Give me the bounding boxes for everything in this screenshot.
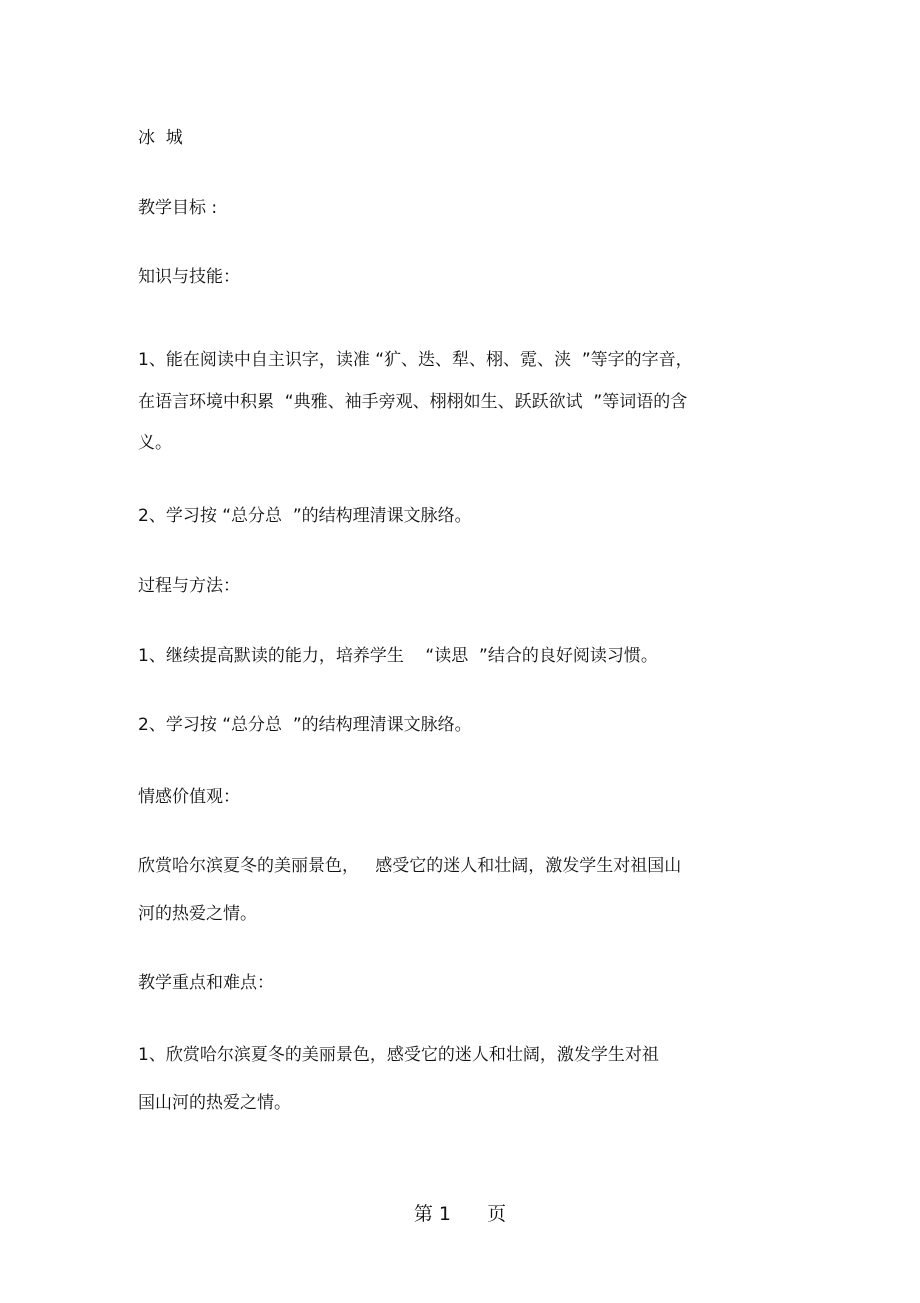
document-title: 冰 城 (138, 128, 183, 148)
key-points-heading: 教学重点和难点： (138, 973, 274, 993)
emotion-line-1: 欣赏哈尔滨夏冬的美丽景色， 感受它的迷人和壮阔，激发学生对祖国山 (138, 856, 682, 876)
emotion-heading: 情感价值观： (138, 787, 240, 807)
knowledge-item-1-line-2: 在语言环境中积累 “典雅、袖手旁观、栩栩如生、跃跃欲试 ”等词语的含 (138, 392, 688, 412)
knowledge-item-1-line-3: 义。 (138, 433, 172, 453)
page-number: 第 1 页 (413, 1203, 507, 1225)
teaching-goals-heading: 教学目标 : (138, 198, 218, 218)
key-item-1-line-2: 国山河的热爱之情。 (138, 1093, 291, 1113)
process-item-2: 2、学习按 “总分总 ”的结构理清课文脉络。 (138, 715, 472, 735)
process-item-1: 1、继续提高默读的能力，培养学生 “读思 ”结合的良好阅读习惯。 (138, 646, 658, 666)
process-heading: 过程与方法： (138, 576, 240, 596)
knowledge-item-1-line-1: 1、能在阅读中自主识字，读准 “犷、迭、犁、栩、霓、浃 ”等字的字音， (138, 350, 693, 370)
knowledge-heading: 知识与技能： (138, 267, 240, 287)
knowledge-item-2: 2、学习按 “总分总 ”的结构理清课文脉络。 (138, 506, 472, 526)
key-item-1-line-1: 1、欣赏哈尔滨夏冬的美丽景色，感受它的迷人和壮阔，激发学生对祖 (138, 1045, 659, 1065)
emotion-line-2: 河的热爱之情。 (138, 904, 257, 924)
